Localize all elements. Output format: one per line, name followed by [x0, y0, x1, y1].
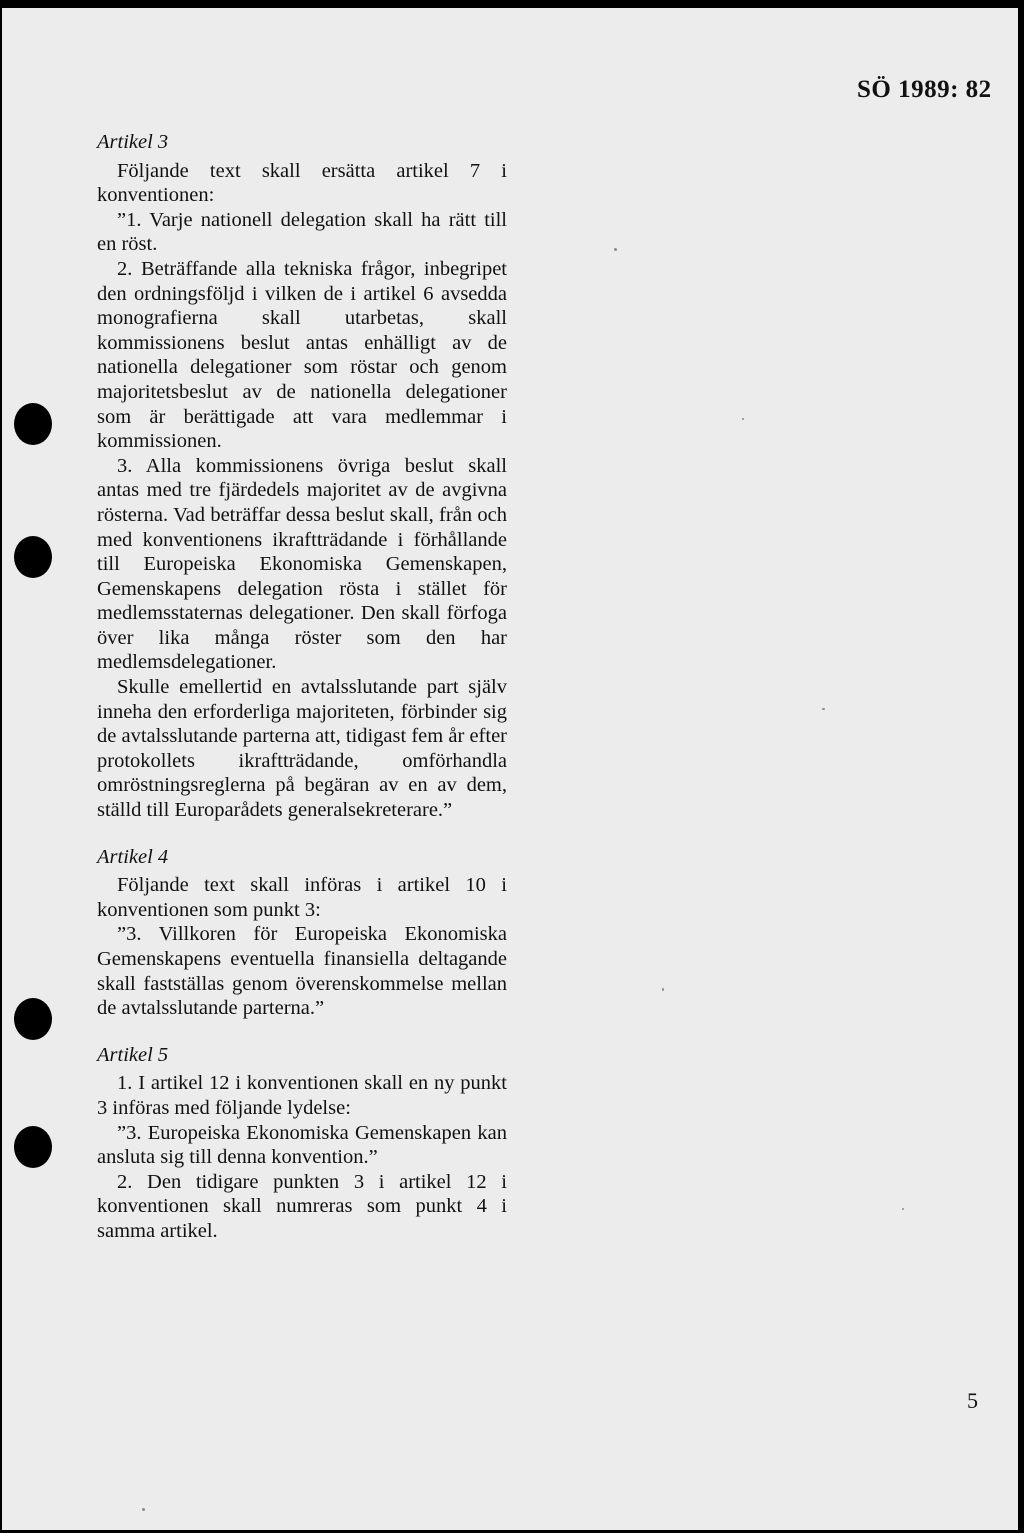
- paragraph: Följande text skall införas i artikel 10 i konventionen som punkt 3:: [97, 874, 507, 921]
- binder-hole: [14, 403, 52, 445]
- paragraph: 2. Beträffande alla tekniska frågor, inbegripet den ordningsföljd i vilken de i artikel 6 avsedda monografierna skall utarbetas, skall kommissionens beslut antas enhälligt av de nationella delegationer som röstar och genom majoritetsbeslut av de nationella delegationer som är berättigade att vara medlemmar i kommissionen.: [97, 257, 507, 453]
- binder-hole: [14, 998, 52, 1040]
- text-column: [97, 130, 507, 1244]
- paragraph: ”3. Europeiska Ekonomiska Gemenskapen kan ansluta sig till denna konvention.”: [97, 1121, 507, 1169]
- page-number: 5: [967, 1388, 978, 1413]
- scan-speck: [662, 988, 664, 991]
- paragraph: 2. Den tidigare punkten 3 i artikel 12 i konventionen skall numreras som punkt 4 i samma artikel.: [97, 1170, 507, 1242]
- scan-speck: [614, 248, 617, 251]
- binder-hole: [14, 536, 52, 578]
- article-heading: Artikel 5: [97, 1043, 169, 1066]
- binder-hole: [14, 1126, 52, 1168]
- article-heading: Artikel 4: [97, 845, 169, 868]
- article-heading: Artikel 3: [97, 131, 169, 153]
- scan-speck: [142, 1508, 145, 1511]
- paragraph: ”3. Villkoren för Europeiska Ekonomiska Gemenskapens eventuella finansiella deltagande skall fastställas genom överenskommelse mellan de avtalsslutande parterna.”: [97, 923, 507, 1020]
- paragraph: 3. Alla kommissionens övriga beslut skall antas med tre fjärdedels majoritet av de avgivna rösterna. Vad beträffar dessa beslut skall, från och med konventionens ikraftträdande i förhållande till Europeiska Ekonomiska Gemenskapen, Gemenskapens delegation rösta i stället för medlemsstaternas delegationer. Den skall förfoga över lika många röster som den har medlemsdelegationer.: [97, 454, 507, 674]
- scan-speck: [902, 1208, 904, 1210]
- document-id: SÖ 1989: 82: [857, 76, 992, 103]
- paragraph: Följande text skall ersätta artikel 7 i konventionen:: [97, 159, 507, 207]
- paragraph: ”1. Varje nationell delegation skall ha rätt till en röst.: [97, 208, 507, 256]
- scan-speck: [742, 418, 744, 420]
- scan-speck: [822, 708, 825, 710]
- paragraph: 1. I artikel 12 i konventionen skall en ny punkt 3 införas med följande lydelse:: [97, 1072, 507, 1119]
- paragraph: Skulle emellertid en avtalsslutande part själv inneha den erforderliga majoriteten, förbinder sig de avtalsslutande parterna att, tidigast fem år efter protokollets ikraftträdande, omförhandla omröstningsreglerna på begäran av en av dem, ställd till Europarådets generalsekreterare.”: [97, 676, 507, 822]
